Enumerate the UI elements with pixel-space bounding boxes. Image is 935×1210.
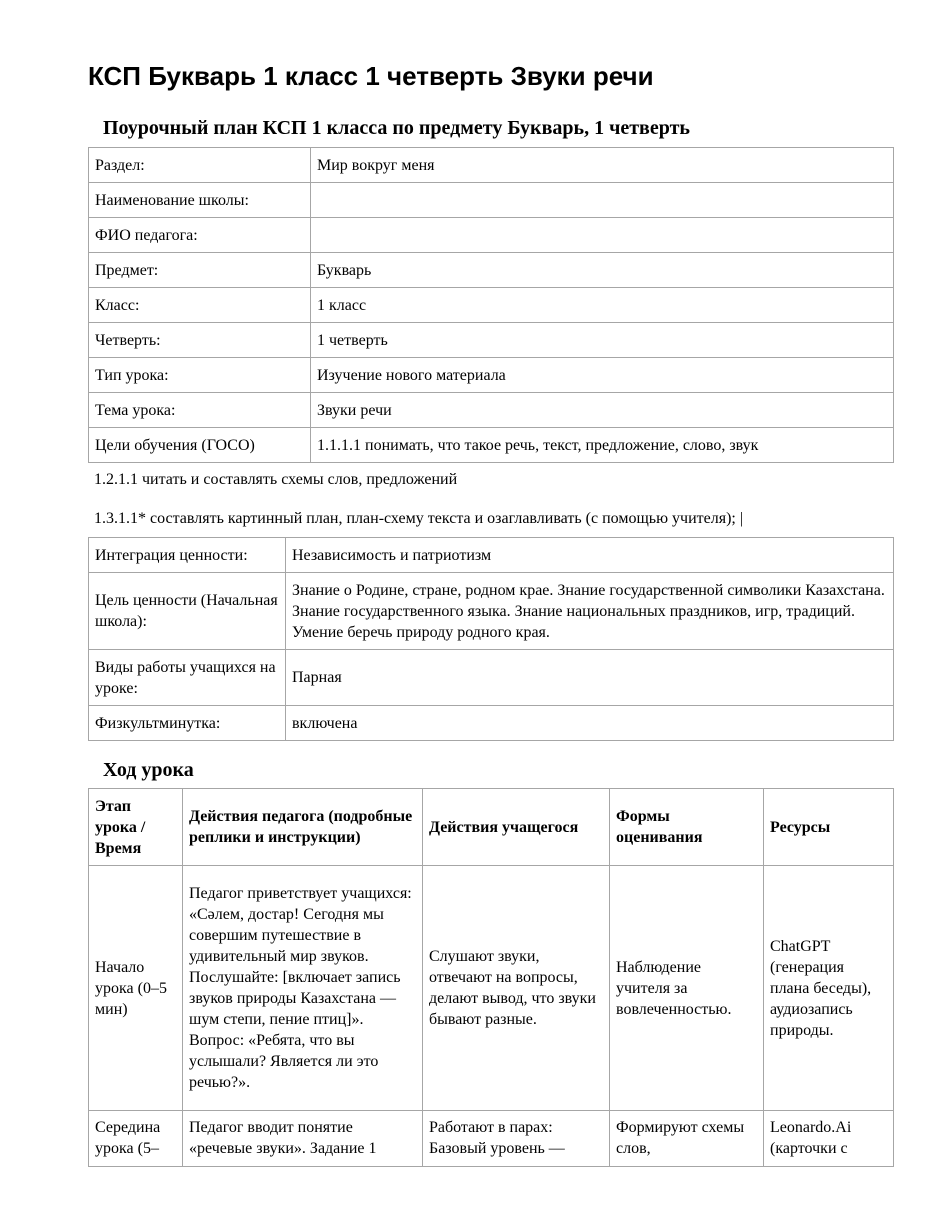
info-label: Раздел: — [89, 148, 311, 183]
lesson-flow-student: Работают в парах: Базовый уровень — — [423, 1111, 610, 1167]
info-label: Предмет: — [89, 253, 311, 288]
lesson-flow-row — [89, 1111, 894, 1167]
info-value — [311, 183, 894, 218]
info-row — [89, 253, 894, 288]
document-title: КСП Букварь 1 класс 1 четверть Звуки речи — [88, 61, 654, 91]
values-label: Виды работы учащихся на уроке: — [89, 650, 286, 706]
info-row — [89, 148, 894, 183]
info-value: 1 класс — [311, 288, 894, 323]
values-value: Независимость и патриотизм — [286, 538, 894, 573]
values-value: включена — [286, 706, 894, 741]
lesson-flow-header: Этап урока / Время — [89, 789, 183, 866]
values-row — [89, 538, 894, 573]
info-label: Класс: — [89, 288, 311, 323]
info-row — [89, 288, 894, 323]
info-value: 1 четверть — [311, 323, 894, 358]
info-value: Мир вокруг меня — [311, 148, 894, 183]
info-label: Наименование школы: — [89, 183, 311, 218]
info-value: 1.1.1.1 понимать, что такое речь, текст, предложение, слово, звук — [311, 428, 894, 463]
values-value: Знание о Родине, стране, родном крае. Знание государственной символики Казахстана. Знание государственного языка. Знание национальных праздников, игр, традиций. Умение беречь природу родного края. — [286, 573, 894, 650]
lesson-flow-stage: Начало урока (0–5 мин) — [89, 866, 183, 1111]
info-label: Цели обучения (ГОСО) — [89, 428, 311, 463]
lesson-flow-header-row — [89, 789, 894, 866]
lesson-flow-header: Действия учащегося — [423, 789, 610, 866]
info-label: Четверть: — [89, 323, 311, 358]
lesson-flow-header: Действия педагога (подробные реплики и инструкции) — [183, 789, 423, 866]
goal-line: 1.3.1.1* составлять картинный план, план-схему текста и озаглавливать (с помощью учителя); | — [94, 510, 744, 527]
lesson-flow-resources: ChatGPT (генерация плана беседы), аудиозапись природы. — [764, 866, 894, 1111]
goal-line: 1.2.1.1 читать и составлять схемы слов, предложений — [94, 471, 458, 488]
lesson-flow-assessment: Формируют схемы слов, — [610, 1111, 764, 1167]
lesson-flow-assessment: Наблюдение учителя за вовлеченностью. — [610, 866, 764, 1111]
lesson-flow-stage: Середина урока (5– — [89, 1111, 183, 1167]
lesson-flow-title: Ход урока — [103, 759, 194, 781]
lesson-flow-student: Слушают звуки, отвечают на вопросы, делают вывод, что звуки бывают разные. — [423, 866, 610, 1111]
info-row — [89, 428, 894, 463]
info-value: Изучение нового материала — [311, 358, 894, 393]
values-row — [89, 650, 894, 706]
info-row — [89, 358, 894, 393]
plan-title: Поурочный план КСП 1 класса по предмету Букварь, 1 четверть — [103, 117, 690, 139]
lesson-flow-header: Ресурсы — [764, 789, 894, 866]
info-table — [88, 147, 894, 463]
values-row — [89, 706, 894, 741]
info-row — [89, 323, 894, 358]
info-label: Тема урока: — [89, 393, 311, 428]
info-row — [89, 393, 894, 428]
lesson-flow-table — [88, 788, 894, 1167]
info-value — [311, 218, 894, 253]
values-value: Парная — [286, 650, 894, 706]
values-row — [89, 573, 894, 650]
lesson-flow-row — [89, 866, 894, 1111]
values-label: Интеграция ценности: — [89, 538, 286, 573]
info-value: Звуки речи — [311, 393, 894, 428]
lesson-flow-header: Формы оценивания — [610, 789, 764, 866]
info-label: Тип урока: — [89, 358, 311, 393]
lesson-flow-teacher: Педагог приветствует учащихся: «Сәлем, достар! Сегодня мы совершим путешествие в удивительный мир звуков. Послушайте: [включает запись звуков природы Казахстана — шум степи, пение птиц]». Вопрос: «Ребята, что вы услышали? Является ли это речью?». — [183, 866, 423, 1111]
info-row — [89, 183, 894, 218]
values-label: Цель ценности (Начальная школа): — [89, 573, 286, 650]
values-table — [88, 537, 894, 741]
lesson-flow-teacher: Педагог вводит понятие «речевые звуки». Задание 1 — [183, 1111, 423, 1167]
info-row — [89, 218, 894, 253]
lesson-flow-resources: Leonardo.Ai (карточки с — [764, 1111, 894, 1167]
info-value: Букварь — [311, 253, 894, 288]
values-label: Физкультминутка: — [89, 706, 286, 741]
info-label: ФИО педагога: — [89, 218, 311, 253]
